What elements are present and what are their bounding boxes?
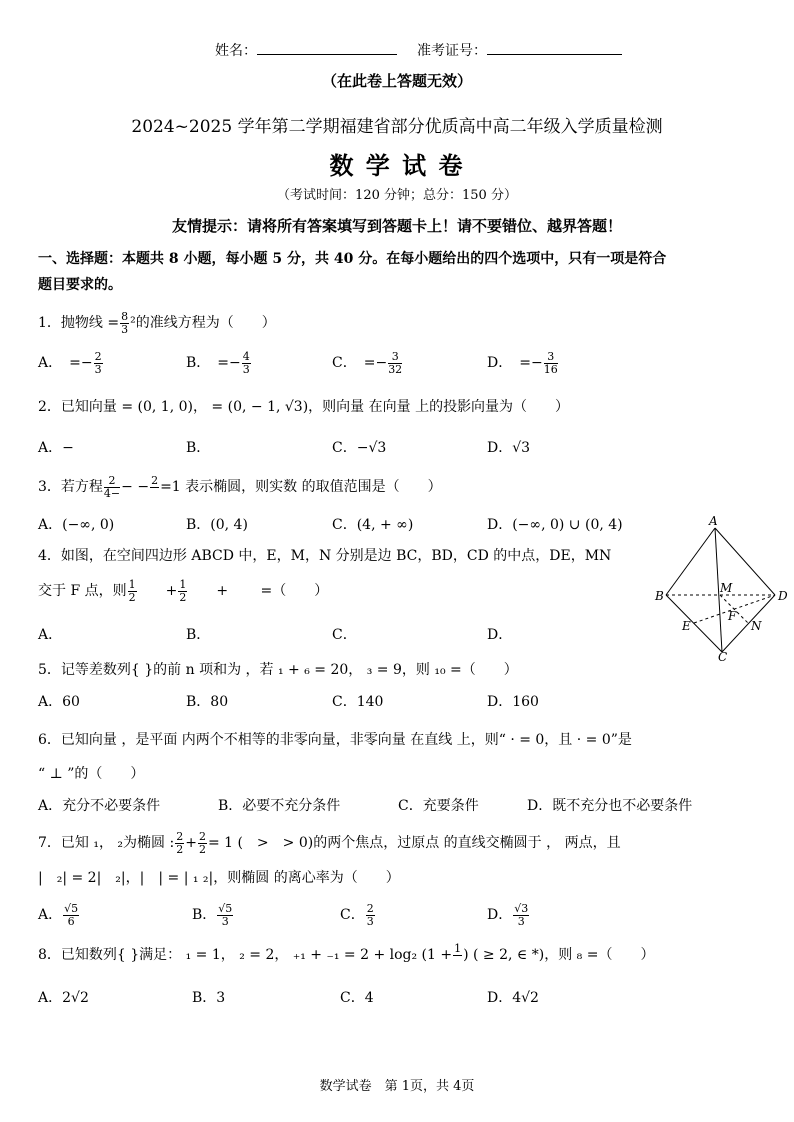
q2-stem: 2．已知向量 = (0, 1, 0)， = (0, − 1, √3)，则向量 在向量 上的投影向量为（ ） bbox=[38, 399, 570, 415]
q4-option-a: A． bbox=[38, 627, 63, 643]
q4-option-b: B． bbox=[186, 627, 211, 643]
q6-option-a: A．充分不必要条件 bbox=[38, 798, 161, 814]
q3-option-c: C．(4, + ∞) bbox=[332, 517, 414, 533]
section-heading-line1: 一、选择题：本题共 8 小题，每小题 5 分，共 40 分。在每小题给出的四个选项中，只有一项是符合 bbox=[38, 251, 667, 267]
q7-option-c: C． $\frac{2}{3}$ bbox=[340, 901, 374, 928]
label-e: E bbox=[682, 619, 691, 633]
q4-option-c: C． bbox=[332, 627, 357, 643]
name-field bbox=[215, 40, 397, 60]
tetrahedron-figure bbox=[654, 514, 794, 662]
q1-fraction: $\frac{8}{3}$ bbox=[121, 309, 129, 336]
q1-option-c: C． =− $\frac{3}{32}$ bbox=[332, 349, 403, 376]
subject-title: 数 学 试 卷 bbox=[329, 151, 465, 180]
q6-option-d: D．既不充分也不必要条件 bbox=[527, 798, 693, 814]
label-b: B bbox=[655, 589, 664, 603]
exam-title: 2024~2025 学年第二学期福建省部分优质高中高二年级入学质量检测 bbox=[131, 117, 663, 137]
q7-option-a: A． $\frac{√5}{6}$ bbox=[38, 901, 79, 928]
section-heading-line2: 题目要求的。 bbox=[38, 277, 122, 293]
q8-stem: 8．已知数列{ }满足： ₁ = 1， ₂ = 2， ₊₁ + ₋₁ = 2 + log₂ (1 + 1 ) ( ≥ 2, ∈ *)，则 ₈ =（ ） bbox=[38, 941, 655, 963]
q1-option-d: D． =− $\frac{3}{16}$ bbox=[487, 349, 558, 376]
q4-option-d: D． bbox=[487, 627, 513, 643]
q5-option-a: A．60 bbox=[38, 694, 80, 710]
label-n: N bbox=[751, 619, 762, 633]
q1-option-a: A． =− $\frac{2}{3}$ bbox=[38, 349, 102, 376]
reminder: 友情提示：请将所有答案填写到答题卡上！请不要错位、越界答题！ bbox=[171, 217, 622, 235]
label-a: A bbox=[709, 514, 718, 528]
q6-option-b: B．必要不充分条件 bbox=[218, 798, 341, 814]
q4-stem-line2: 交于 F 点，则 $\frac{1}{2}$ + $\frac{1}{2}$ + =（ ） bbox=[38, 577, 329, 604]
q1-option-b: B． =− $\frac{4}{3}$ bbox=[186, 349, 250, 376]
q5-option-c: C．140 bbox=[332, 694, 384, 710]
q7-option-d: D． $\frac{√3}{3}$ bbox=[487, 901, 529, 928]
q6-stem-line2: “ ⊥ ”的（ ） bbox=[38, 766, 145, 782]
page-footer: 数学试卷 第 1页，共 4页 bbox=[319, 1079, 475, 1094]
q8-option-a: A．2√2 bbox=[38, 990, 89, 1006]
name-label: 姓名： bbox=[215, 43, 257, 59]
q7-option-b: B． $\frac{√5}{3}$ bbox=[192, 901, 233, 928]
invalid-note: （在此卷上答题无效） bbox=[321, 72, 472, 90]
exam-no-field bbox=[417, 40, 622, 60]
q3-option-d: D．(−∞, 0) ∪ (0, 4) bbox=[487, 517, 623, 533]
q6-stem-line1: 6．已知向量 ，是平面 内两个不相等的非零向量，非零向量 在直线 上，则“ · = 0，且 · = 0”是 bbox=[38, 732, 632, 748]
q7-stem-line2: | ₂| = 2| ₂|，| | = | ₁ ₂|，则椭圆 的离心率为（ ） bbox=[38, 870, 400, 886]
q8-option-b: B．3 bbox=[192, 990, 226, 1006]
label-c: C bbox=[718, 650, 728, 662]
q2-option-b: B． bbox=[186, 440, 211, 456]
q7-stem-line1: 7．已知 ₁， ₂为椭圆 : $\frac{2}{2}$ + $\frac{2}{2}$ = 1 ( > > 0)的两个焦点，过原点 的直线交椭圆于 ， 两点，且 bbox=[38, 829, 621, 856]
q6-option-c: C．充要条件 bbox=[398, 798, 479, 814]
label-d: D bbox=[778, 589, 788, 603]
q3-stem: 3．若方程 $\frac{2}{4-}$ − − 2 =1 表示椭圆，则实数 的取值范围是（ ） bbox=[38, 473, 442, 500]
q1-stem: 1．抛物线 = $\frac{8}{3}$ ²的准线方程为（ ） bbox=[38, 309, 276, 336]
q5-option-d: D．160 bbox=[487, 694, 539, 710]
q8-option-d: D．4√2 bbox=[487, 990, 539, 1006]
q3-fraction-2: 2 bbox=[151, 473, 159, 487]
exam-no-label: 准考证号： bbox=[417, 43, 487, 59]
exam-info: （考试时间：120 分钟；总分：150 分） bbox=[277, 188, 517, 203]
label-m: M bbox=[720, 581, 733, 595]
q2-option-a: A．− bbox=[38, 440, 74, 456]
q5-stem: 5．记等差数列{ }的前 n 项和为 ，若 ₁ + ₆ = 20， ₃ = 9，则 ₁₀ =（ ） bbox=[38, 662, 518, 678]
q2-option-c: C．−√3 bbox=[332, 440, 387, 456]
q4-stem-line1: 4．如图，在空间四边形 ABCD 中，E，M，N 分别是边 BC，BD，CD 的中点，DE，MN bbox=[38, 548, 612, 564]
q3-option-a: A．(−∞, 0) bbox=[38, 517, 115, 533]
q3-fraction-1: $\frac{2}{4-}$ bbox=[103, 473, 121, 500]
name-blank bbox=[257, 54, 397, 55]
label-f: F bbox=[728, 609, 737, 623]
exam-no-blank bbox=[487, 54, 622, 55]
q8-option-c: C．4 bbox=[340, 990, 374, 1006]
q2-option-d: D．√3 bbox=[487, 440, 531, 456]
q5-option-b: B．80 bbox=[186, 694, 229, 710]
q3-option-b: B．(0, 4) bbox=[186, 517, 248, 533]
